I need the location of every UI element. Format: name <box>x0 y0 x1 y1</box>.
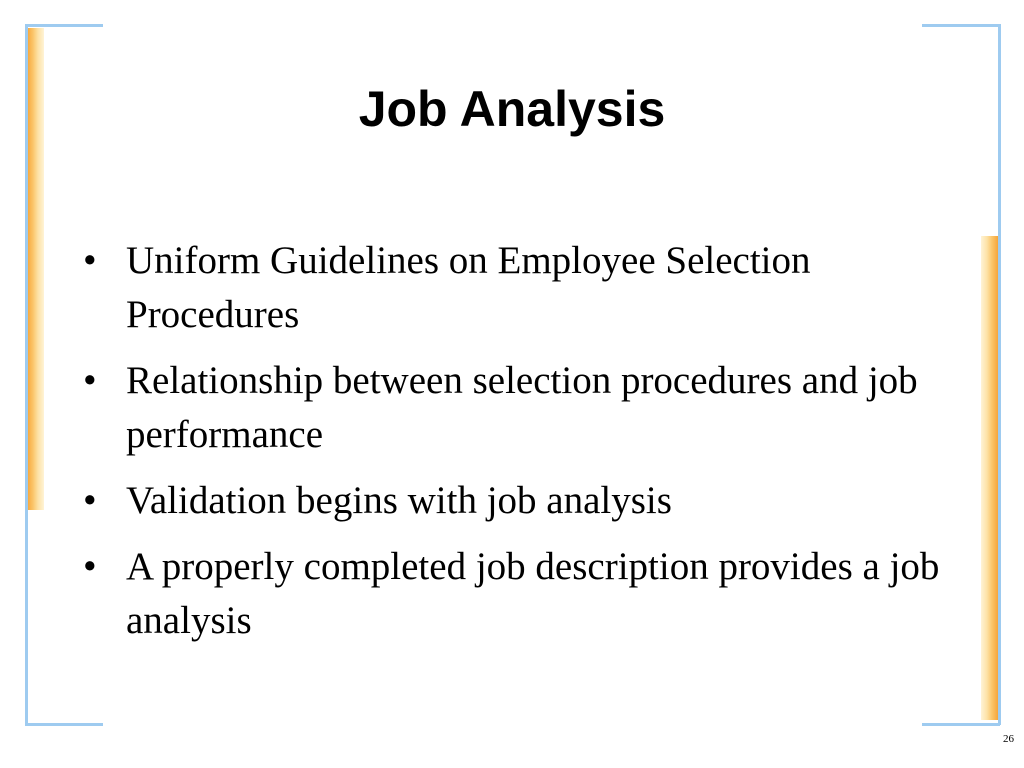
bullet-text: Uniform Guidelines on Employee Selection Procedures <box>126 239 811 336</box>
bullet-item <box>83 354 963 462</box>
bullet-text: Validation begins with job analysis <box>126 479 672 522</box>
bullet-item <box>83 234 963 342</box>
right-bracket-top <box>922 24 1000 27</box>
left-bracket-bottom <box>25 723 103 726</box>
page-number: 26 <box>1003 733 1014 745</box>
slide-title: Job Analysis <box>358 81 666 137</box>
bullet-item <box>83 540 963 648</box>
right-accent-bar <box>981 236 998 720</box>
right-bracket-bottom <box>922 723 1000 726</box>
left-bracket-top <box>25 24 103 27</box>
bullet-dot-icon: • <box>83 545 97 588</box>
bullet-item <box>83 474 963 528</box>
bullet-dot-icon: • <box>83 479 97 522</box>
bullet-text: A properly completed job description provides a job analysis <box>126 545 940 642</box>
bullet-dot-icon: • <box>83 359 97 402</box>
bullet-dot-icon: • <box>83 239 97 282</box>
bullet-list <box>83 234 963 660</box>
bullet-text: Relationship between selection procedures and job performance <box>126 359 918 456</box>
